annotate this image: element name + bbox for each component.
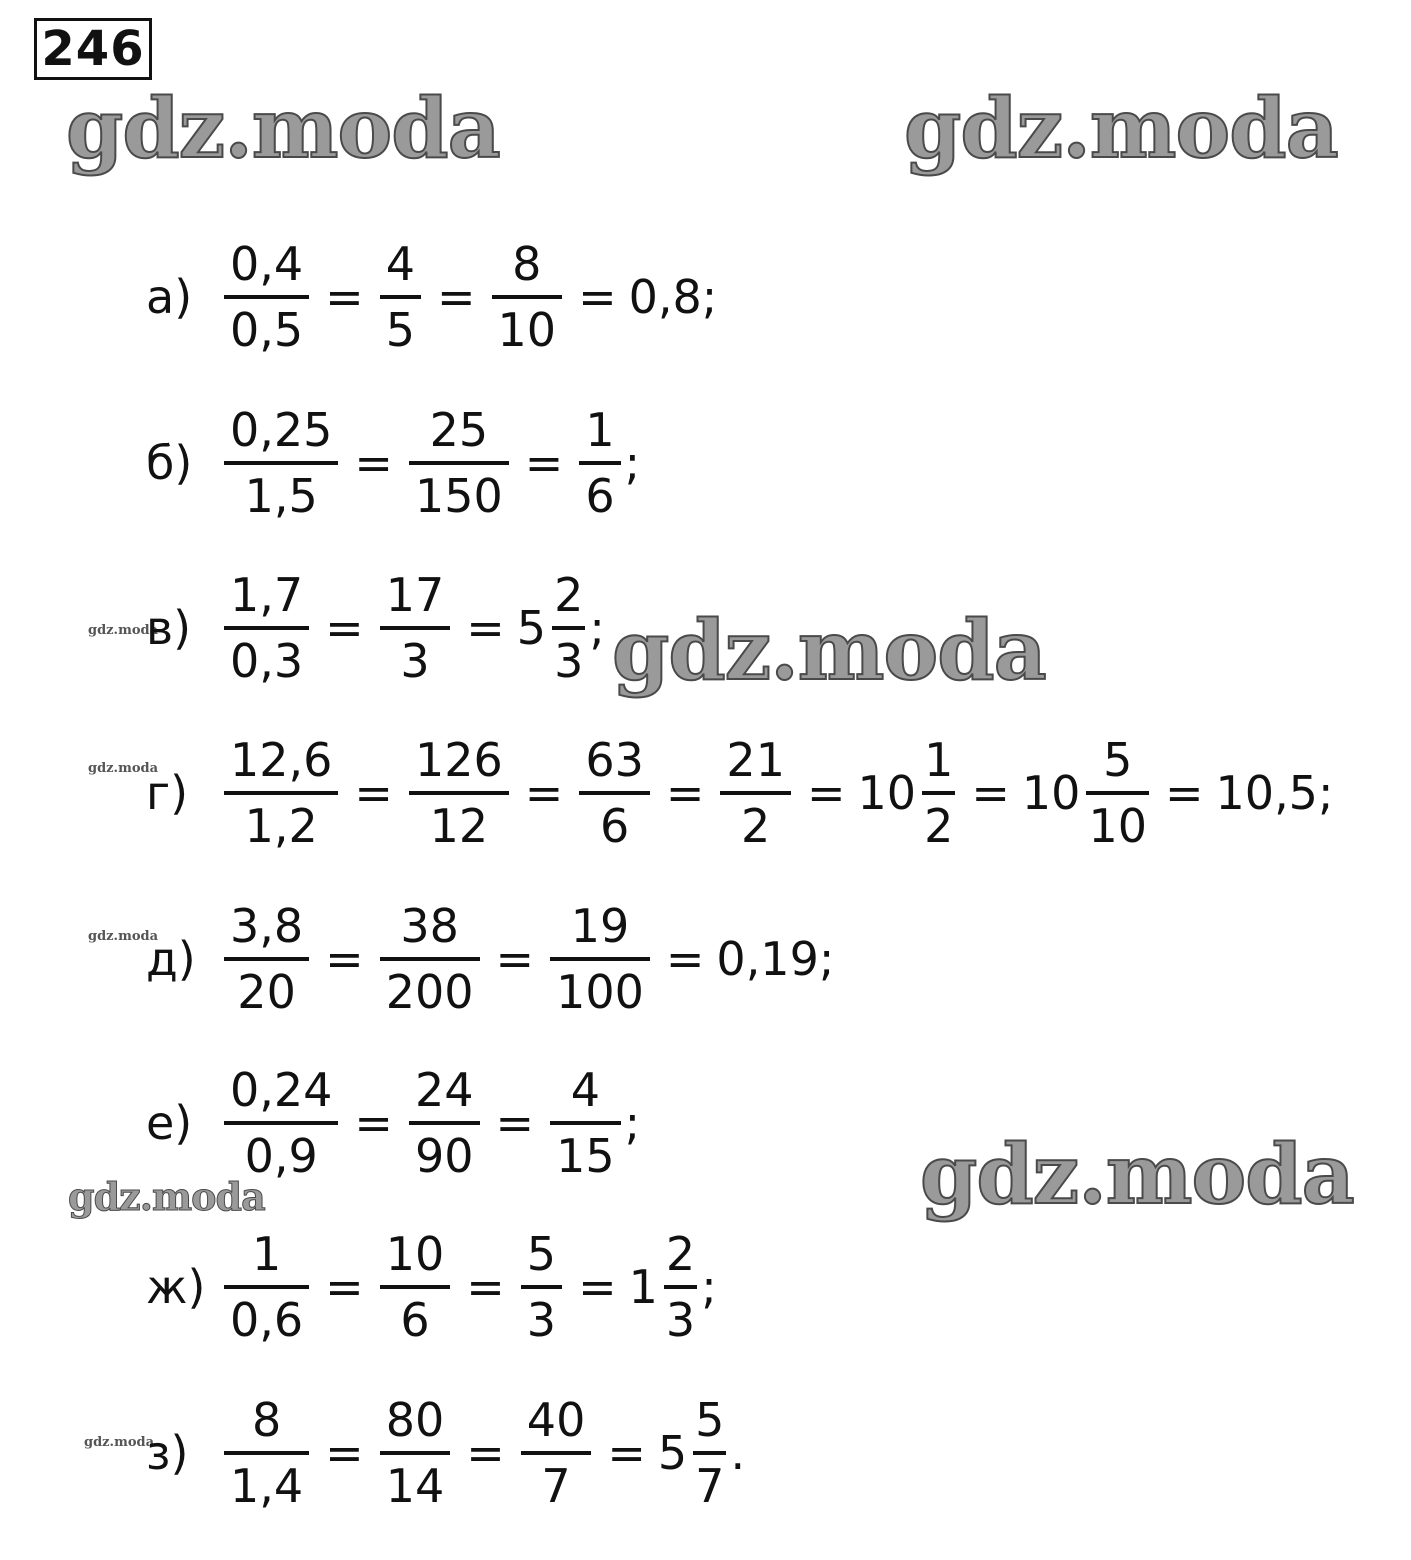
watermark-logo: gdz.moda bbox=[88, 623, 159, 638]
fraction-denominator: 10 bbox=[497, 303, 557, 357]
equation-row bbox=[146, 553, 605, 703]
fraction bbox=[550, 1059, 621, 1187]
fraction-denominator: 3 bbox=[665, 1293, 696, 1347]
fraction-denominator: 150 bbox=[414, 469, 503, 523]
fraction bbox=[579, 399, 620, 527]
fraction-denominator: 6 bbox=[599, 799, 630, 853]
item-label: б) bbox=[146, 436, 193, 490]
fraction bbox=[224, 399, 338, 527]
fraction-denominator: 90 bbox=[414, 1129, 474, 1183]
fraction-numerator: 21 bbox=[726, 733, 785, 787]
fraction-denominator: 3 bbox=[526, 1293, 557, 1347]
equals-sign: = bbox=[1164, 766, 1204, 820]
mixed-number bbox=[629, 1223, 702, 1351]
fraction-numerator: 0,24 bbox=[230, 1063, 333, 1117]
equals-sign: = bbox=[466, 1260, 505, 1314]
watermark-logo: gdz.moda bbox=[88, 929, 159, 944]
fraction-denominator: 0,5 bbox=[230, 303, 304, 357]
item-label: д) bbox=[146, 932, 196, 986]
equals-sign: = bbox=[524, 436, 564, 490]
result-text: ; bbox=[624, 436, 641, 490]
fraction-denominator: 2 bbox=[924, 799, 954, 853]
fraction-numerator: 40 bbox=[526, 1393, 586, 1447]
equals-sign: = bbox=[466, 601, 505, 655]
fraction bbox=[492, 233, 563, 361]
equals-sign: = bbox=[665, 932, 705, 986]
fraction-numerator: 24 bbox=[414, 1063, 474, 1117]
equals-sign: = bbox=[524, 766, 564, 820]
mixed-number bbox=[858, 729, 960, 857]
fraction-numerator: 17 bbox=[385, 568, 445, 622]
fraction-denominator: 12 bbox=[429, 799, 489, 853]
fraction-numerator: 2 bbox=[665, 1227, 696, 1281]
equals-sign: = bbox=[325, 932, 364, 986]
fraction-numerator: 4 bbox=[385, 237, 415, 291]
item-label: ж) bbox=[146, 1260, 206, 1314]
fraction bbox=[224, 564, 309, 692]
fraction bbox=[224, 895, 309, 1023]
result-text: ; bbox=[589, 601, 605, 655]
item-label: а) bbox=[146, 270, 193, 324]
fraction bbox=[693, 1389, 726, 1517]
fraction-numerator: 0,25 bbox=[230, 403, 333, 457]
equation-row bbox=[146, 222, 717, 372]
fraction-numerator: 3,8 bbox=[230, 899, 304, 953]
mixed-number-whole: 1 bbox=[628, 1260, 658, 1314]
equals-sign: = bbox=[495, 932, 535, 986]
fraction bbox=[552, 564, 585, 692]
watermark-logo: gdz.moda bbox=[920, 1127, 1354, 1223]
equals-sign: = bbox=[354, 436, 393, 490]
fraction bbox=[380, 1389, 451, 1517]
watermark-logo: gdz.moda bbox=[612, 603, 1046, 699]
equals-sign: = bbox=[325, 270, 364, 324]
equals-sign: = bbox=[466, 1426, 505, 1480]
fraction-numerator: 5 bbox=[695, 1393, 725, 1447]
item-label: в) bbox=[146, 601, 192, 655]
result-text: ; bbox=[624, 1096, 641, 1150]
mixed-number bbox=[658, 1389, 731, 1517]
fraction-denominator: 14 bbox=[385, 1459, 445, 1513]
mixed-number-whole: 5 bbox=[516, 601, 547, 655]
fraction-numerator: 1 bbox=[251, 1227, 282, 1281]
equation-row bbox=[146, 388, 640, 538]
fraction-numerator: 1 bbox=[585, 403, 615, 457]
fraction-numerator: 12,6 bbox=[230, 733, 333, 787]
problem-number: 246 bbox=[34, 18, 152, 80]
watermark-logo: gdz.moda bbox=[88, 761, 159, 776]
result-text: ; bbox=[701, 1260, 717, 1314]
equals-sign: = bbox=[354, 766, 393, 820]
watermark-logo: gdz.moda bbox=[66, 81, 500, 177]
mixed-number bbox=[517, 564, 590, 692]
fraction bbox=[224, 1059, 338, 1187]
fraction bbox=[224, 1389, 309, 1517]
result-text: 0,8; bbox=[628, 270, 718, 324]
fraction bbox=[1086, 729, 1149, 857]
fraction bbox=[380, 564, 451, 692]
equals-sign: = bbox=[354, 1096, 393, 1150]
fraction bbox=[664, 1223, 697, 1351]
fraction bbox=[550, 895, 650, 1023]
fraction-denominator: 1,4 bbox=[230, 1459, 304, 1513]
fraction bbox=[224, 1223, 309, 1351]
fraction-denominator: 0,6 bbox=[230, 1293, 304, 1347]
equation-row bbox=[146, 1048, 640, 1198]
item-label: з) bbox=[146, 1426, 189, 1480]
fraction-denominator: 5 bbox=[385, 303, 415, 357]
item-label: е) bbox=[146, 1096, 193, 1150]
fraction-denominator: 6 bbox=[585, 469, 615, 523]
fraction bbox=[380, 1223, 451, 1351]
equals-sign: = bbox=[806, 766, 846, 820]
fraction-numerator: 5 bbox=[1103, 733, 1133, 787]
result-text: 10,5; bbox=[1215, 766, 1334, 820]
fraction-denominator: 10 bbox=[1088, 799, 1147, 853]
watermark-logo: gdz.moda bbox=[904, 81, 1338, 177]
fraction-denominator: 2 bbox=[741, 799, 771, 853]
fraction-denominator: 3 bbox=[400, 634, 430, 688]
fraction-denominator: 3 bbox=[554, 634, 584, 688]
fraction bbox=[224, 233, 309, 361]
fraction-denominator: 1,5 bbox=[244, 469, 318, 523]
fraction-numerator: 8 bbox=[512, 237, 542, 291]
fraction-numerator: 80 bbox=[385, 1393, 445, 1447]
fraction-numerator: 25 bbox=[429, 403, 489, 457]
fraction-numerator: 8 bbox=[251, 1393, 282, 1447]
fraction-denominator: 6 bbox=[400, 1293, 430, 1347]
fraction-denominator: 0,3 bbox=[230, 634, 304, 688]
equals-sign: = bbox=[578, 270, 617, 324]
fraction-numerator: 38 bbox=[400, 899, 459, 953]
fraction-numerator: 2 bbox=[554, 568, 584, 622]
fraction-denominator: 100 bbox=[556, 965, 644, 1019]
fraction bbox=[409, 399, 509, 527]
watermark-logo: gdz.moda bbox=[68, 1174, 265, 1219]
fraction-denominator: 1,2 bbox=[244, 799, 318, 853]
fraction bbox=[409, 729, 509, 857]
fraction-numerator: 63 bbox=[585, 733, 644, 787]
mixed-number-whole: 5 bbox=[657, 1426, 688, 1480]
mixed-number-whole: 10 bbox=[1021, 766, 1081, 820]
item-label: г) bbox=[146, 766, 189, 820]
fraction-denominator: 7 bbox=[541, 1459, 571, 1513]
equals-sign: = bbox=[325, 1260, 364, 1314]
result-text: 0,19; bbox=[716, 932, 835, 986]
fraction-numerator: 4 bbox=[570, 1063, 600, 1117]
equals-sign: = bbox=[495, 1096, 535, 1150]
result-text: . bbox=[730, 1426, 746, 1480]
fraction bbox=[380, 895, 480, 1023]
fraction bbox=[380, 233, 421, 361]
fraction-denominator: 15 bbox=[556, 1129, 615, 1183]
fraction bbox=[579, 729, 650, 857]
fraction bbox=[922, 729, 955, 857]
equals-sign: = bbox=[971, 766, 1010, 820]
fraction-numerator: 10 bbox=[385, 1227, 445, 1281]
fraction-numerator: 126 bbox=[414, 733, 503, 787]
equation-row bbox=[146, 718, 1333, 868]
fraction bbox=[521, 1223, 562, 1351]
equation-row bbox=[146, 1378, 745, 1528]
fraction bbox=[224, 729, 338, 857]
equals-sign: = bbox=[436, 270, 476, 324]
fraction-denominator: 0,9 bbox=[244, 1129, 318, 1183]
fraction-numerator: 19 bbox=[570, 899, 630, 953]
equals-sign: = bbox=[325, 601, 364, 655]
fraction bbox=[720, 729, 791, 857]
equals-sign: = bbox=[578, 1260, 617, 1314]
fraction-numerator: 1,7 bbox=[230, 568, 304, 622]
fraction-numerator: 1 bbox=[924, 733, 954, 787]
watermark-logo: gdz.moda bbox=[84, 1435, 155, 1450]
mixed-number bbox=[1022, 729, 1153, 857]
fraction bbox=[409, 1059, 480, 1187]
fraction-numerator: 0,4 bbox=[230, 237, 304, 291]
equation-row bbox=[146, 1212, 717, 1362]
equals-sign: = bbox=[665, 766, 705, 820]
fraction-denominator: 200 bbox=[385, 965, 474, 1019]
fraction-denominator: 7 bbox=[695, 1459, 725, 1513]
equals-sign: = bbox=[325, 1426, 364, 1480]
mixed-number-whole: 10 bbox=[857, 766, 917, 820]
equation-row bbox=[146, 884, 834, 1034]
fraction bbox=[521, 1389, 592, 1517]
fraction-numerator: 5 bbox=[526, 1227, 557, 1281]
equals-sign: = bbox=[607, 1426, 646, 1480]
fraction-denominator: 20 bbox=[237, 965, 296, 1019]
